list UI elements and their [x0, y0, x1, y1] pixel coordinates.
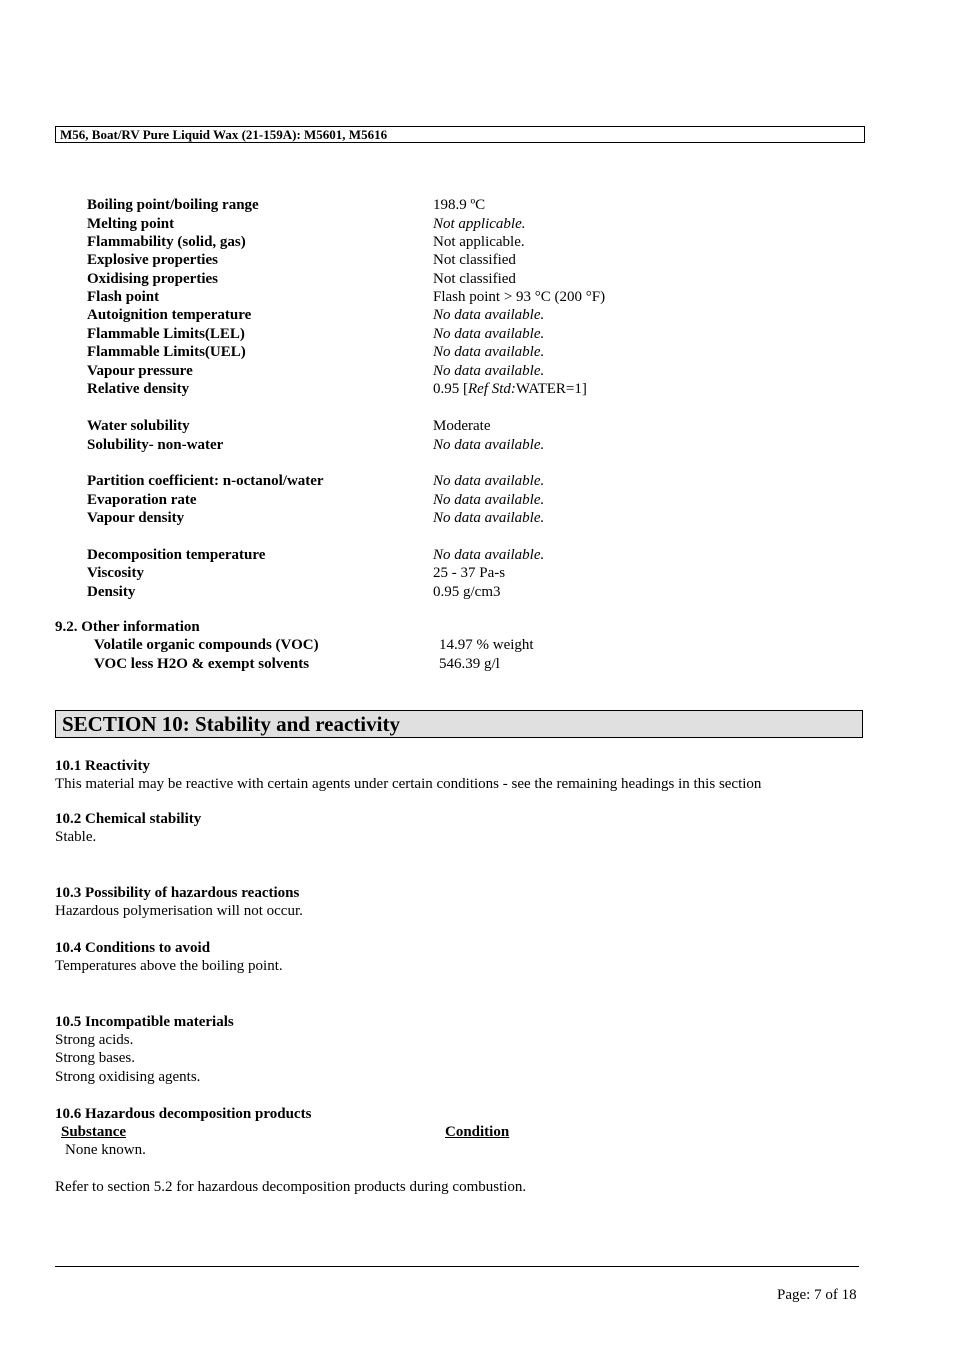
- property-label: Decomposition temperature: [87, 547, 266, 563]
- property-value: Not classified: [433, 252, 516, 268]
- incompatible-item: Strong oxidising agents.: [55, 1069, 201, 1085]
- property-value: No data available.: [433, 547, 545, 563]
- property-row-evaporation-rate: [87, 491, 787, 509]
- property-label: Water solubility: [87, 418, 190, 434]
- property-row-melting-point: [87, 215, 787, 233]
- property-row-decomposition-temperature: [87, 546, 787, 564]
- property-row-explosive: [87, 251, 787, 269]
- reactivity-text: This material may be reactive with certain agents under certain conditions - see the remaining headings in this section: [55, 776, 762, 792]
- section-title: SECTION 10: Stability and reactivity: [62, 712, 400, 736]
- property-label: Flammable Limits(LEL): [87, 326, 245, 342]
- voc-exempt-value: 546.39 g/l: [439, 656, 500, 672]
- chemical-stability-text: Stable.: [55, 829, 97, 845]
- property-value: Not applicable.: [433, 216, 526, 232]
- property-value: Flash point > 93 °C (200 °F): [433, 289, 606, 305]
- property-label: Melting point: [87, 216, 175, 232]
- property-row-vapour-density: [87, 509, 787, 527]
- voc-exempt-label: VOC less H2O & exempt solvents: [94, 656, 310, 672]
- property-row-solubility-non-water: [87, 436, 787, 454]
- other-information-heading: 9.2. Other information: [55, 619, 200, 635]
- property-row-oxidising: [87, 270, 787, 288]
- property-row-flammability: [87, 233, 787, 251]
- property-label: Relative density: [87, 381, 190, 397]
- property-label: Partition coefficient: n-octanol/water: [87, 473, 324, 489]
- substance-column-header: Substance: [61, 1124, 127, 1140]
- footer-divider: [55, 1266, 859, 1267]
- property-value: No data available.: [433, 326, 545, 342]
- property-label: Vapour density: [87, 510, 185, 526]
- property-label: Solubility- non-water: [87, 437, 224, 453]
- property-row-autoignition: [87, 306, 787, 324]
- property-row-flash-point: [87, 288, 787, 306]
- property-value: No data available.: [433, 492, 545, 508]
- substance-value: None known.: [65, 1142, 146, 1158]
- property-row-lel: [87, 325, 787, 343]
- property-row-uel: [87, 343, 787, 361]
- property-row-relative-density: [87, 380, 787, 398]
- property-row-partition-coefficient: [87, 472, 787, 490]
- product-title: M56, Boat/RV Pure Liquid Wax (21-159A): M5601, M5616: [60, 127, 388, 142]
- property-row-density: [87, 583, 787, 601]
- property-value: 198.9 ºC: [433, 197, 486, 213]
- property-label: Flammability (solid, gas): [87, 234, 246, 250]
- condition-column-header: Condition: [445, 1124, 510, 1140]
- property-label: Viscosity: [87, 565, 144, 581]
- property-row-boiling-point: [87, 196, 787, 214]
- property-value: Not applicable.: [433, 234, 525, 250]
- property-value: No data available.: [433, 473, 545, 489]
- property-value: Not classified: [433, 271, 516, 287]
- property-value: Moderate: [433, 418, 491, 434]
- property-label: Density: [87, 584, 136, 600]
- page-number: Page: 7 of 18: [777, 1287, 857, 1303]
- property-value: No data available.: [433, 437, 545, 453]
- incompatible-item: Strong bases.: [55, 1050, 135, 1066]
- property-value: 0.95 [Ref Std:WATER=1]: [433, 381, 587, 397]
- conditions-to-avoid-heading: 10.4 Conditions to avoid: [55, 940, 211, 956]
- property-label: Autoignition temperature: [87, 307, 252, 323]
- chemical-stability-heading: 10.2 Chemical stability: [55, 811, 202, 827]
- reactivity-heading: 10.1 Reactivity: [55, 758, 150, 774]
- property-row-vapour-pressure: [87, 362, 787, 380]
- property-value: No data available.: [433, 363, 545, 379]
- property-row-viscosity: [87, 564, 787, 582]
- incompatible-item: Strong acids.: [55, 1032, 134, 1048]
- property-label: Explosive properties: [87, 252, 218, 268]
- property-label: Flash point: [87, 289, 160, 305]
- section-10-header: [55, 710, 863, 738]
- refer-note: Refer to section 5.2 for hazardous decomposition products during combustion.: [55, 1179, 527, 1195]
- voc-value: 14.97 % weight: [439, 637, 534, 653]
- incompatible-materials-heading: 10.5 Incompatible materials: [55, 1014, 234, 1030]
- property-label: Flammable Limits(UEL): [87, 344, 246, 360]
- hazardous-reactions-heading: 10.3 Possibility of hazardous reactions: [55, 885, 300, 901]
- property-value: 0.95 g/cm3: [433, 584, 501, 600]
- document-header: [55, 126, 865, 143]
- property-label: Evaporation rate: [87, 492, 197, 508]
- hazardous-reactions-text: Hazardous polymerisation will not occur.: [55, 903, 303, 919]
- conditions-to-avoid-text: Temperatures above the boiling point.: [55, 958, 283, 974]
- property-value: No data available.: [433, 510, 545, 526]
- property-value: 25 - 37 Pa-s: [433, 565, 506, 581]
- decomposition-products-heading: 10.6 Hazardous decomposition products: [55, 1106, 312, 1122]
- voc-label: Volatile organic compounds (VOC): [94, 637, 319, 653]
- property-value: No data available.: [433, 307, 545, 323]
- property-label: Oxidising properties: [87, 271, 218, 287]
- property-label: Vapour pressure: [87, 363, 193, 379]
- property-label: Boiling point/boiling range: [87, 197, 259, 213]
- property-value: No data available.: [433, 344, 545, 360]
- property-row-water-solubility: [87, 417, 787, 435]
